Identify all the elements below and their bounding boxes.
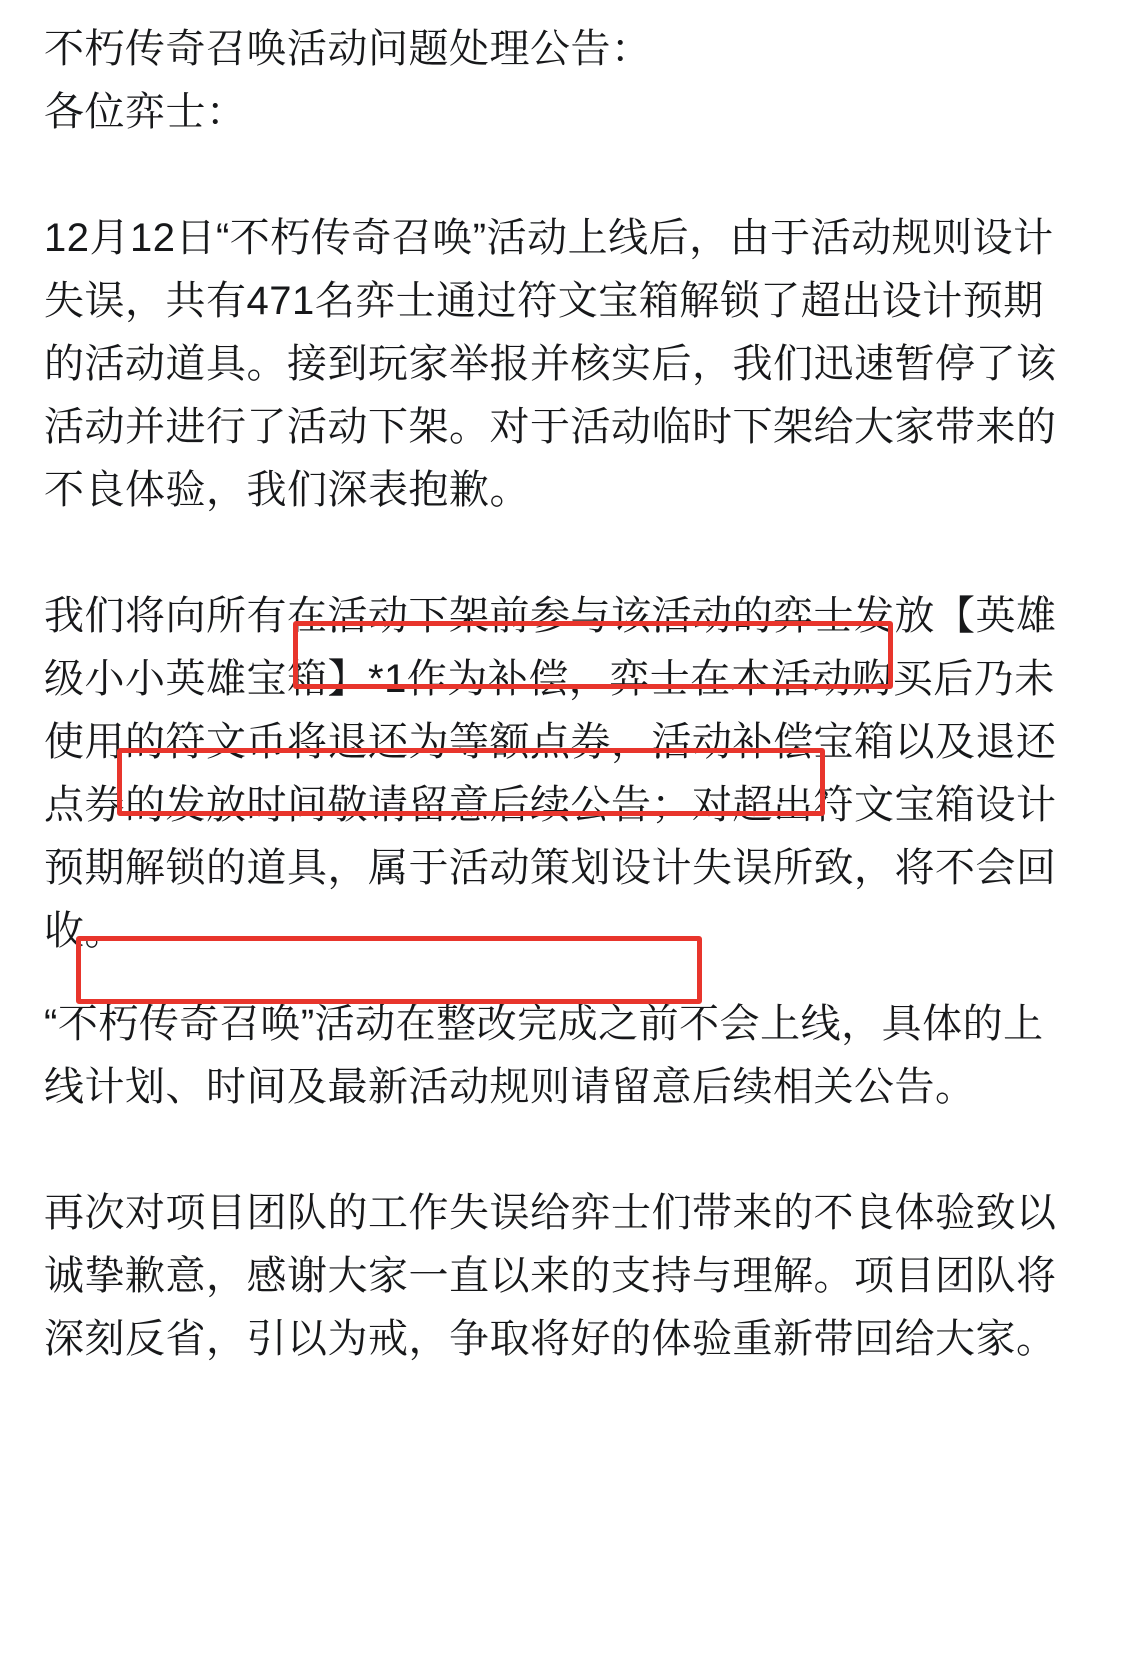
paragraph-spacer bbox=[44, 963, 1078, 993]
document-salutation: 各位弈士： bbox=[44, 90, 247, 134]
paragraph-spacer bbox=[44, 1119, 1078, 1182]
paragraph-incident: 12月12日“不朽传奇召唤”活动上线后，由于活动规则设计失误，共有471名弈士通过符文宝箱解锁了超出设计预期的活动道具。接到玩家举报并核实后，我们迅速暂停了该活动并进行了活动下架。对于活动临时下架给大家带来的不良体验，我们深表抱歉。 bbox=[44, 216, 1057, 512]
paragraph-spacer bbox=[44, 144, 1078, 207]
paragraph-spacer bbox=[44, 522, 1078, 585]
paragraph-apology: 再次对项目团队的工作失误给弈士们带来的不良体验致以诚挚歉意，感谢大家一直以来的支持与理解。项目团队将深刻反省，引以为戒，争取将好的体验重新带回给大家。 bbox=[44, 1191, 1057, 1361]
document-title: 不朽传奇召唤活动问题处理公告： bbox=[44, 27, 652, 71]
paragraph-relaunch: “不朽传奇召唤”活动在整改完成之前不会上线，具体的上线计划、时间及最新活动规则请留意后续相关公告。 bbox=[44, 1002, 1044, 1109]
paragraph-compensation: 我们将向所有在活动下架前参与该活动的弈士发放【英雄级小小英雄宝箱】*1作为补偿，弈士在本活动购买后乃未使用的符文币将退还为等额点券，活动补偿宝箱以及退还点券的发放时间敬请留意后续公告；对超出符文宝箱设计预期解锁的道具，属于活动策划设计失误所致，将不会回收。 bbox=[44, 594, 1057, 953]
